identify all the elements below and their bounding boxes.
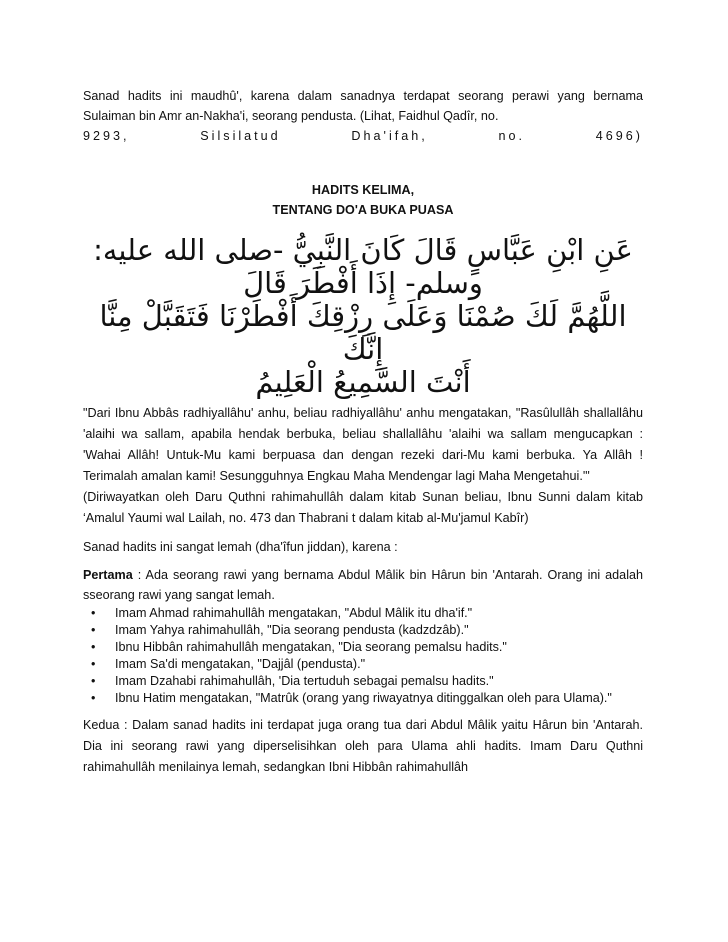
intro-reference-line: 9293, Silsilatud Dha'ifah, no. 4696): [83, 129, 643, 143]
intro-paragraph: Sanad hadits ini maudhû', karena dalam sanadnya terdapat seorang perawi yang bernama Sulaiman bin Amr an-Nakha'i, seorang pendusta. (Lihat, Faidhul Qadîr, no.: [83, 89, 643, 123]
list-item: • Imam Dzahabi rahimahullâh, 'Dia tertuduh sebagai pemalsu hadits.": [91, 674, 494, 688]
list-item: • Imam Yahya rahimahullâh, "Dia seorang pendusta (kadzdzâb).": [91, 623, 469, 637]
arabic-line-3: اللَّهُمَّ لَكَ صُمْنَا وَعَلَى رِزْقِكَ أَفْطَرْنَا فَتَقَبَّلْ مِنَّا إِنَّكَ: [99, 299, 627, 366]
list-item: • Ibnu Hatim mengatakan, "Matrûk (orang yang riwayatnya ditinggalkan oleh para Ulama).": [91, 691, 612, 705]
arabic-hadith-text: [83, 234, 643, 399]
bullet-icon: •: [91, 606, 96, 620]
bullet-icon: •: [91, 674, 96, 688]
scholar-opinions-list: [83, 605, 643, 707]
bullet-icon: •: [91, 657, 96, 671]
translation-paragraph: [83, 403, 643, 487]
translation-text: "Dari Ibnu Abbâs radhiyallâhu' anhu, beliau radhiyallâhu' anhu mengatakan, "Rasûlullâh shallallâhu 'alaihi wa sallam, apabila hendak berbuka, beliau shallallâhu 'alaihi wa sallam mengucapkan : 'Wahai Allâh! Untuk-Mu kami berpuasa dan dengan rezeki dari-Mu kami berbuka. Ya Allâh ! Terimalah amalan kami! Sesungguhnya Engkau Maha Mendengar lagi Maha Mengetahui.'": [83, 406, 643, 483]
heading-line-1: HADITS KELIMA,: [311, 183, 415, 197]
source-citation: (Diriwayatkan oleh Daru Quthni rahimahullâh dalam kitab Sunan beliau, Ibnu Sunni dalam kitab ‘Amalul Yaumi wal Lailah, no. 473 dan Thabrani t dalam kitab al-Mu'jamul Kabîr): [83, 490, 643, 525]
arabic-line-1: عَنِ ابْنِ عَبَّاسٍ قَالَ كَانَ النَّبِيُّ -صلى الله عليه:: [93, 233, 633, 267]
first-reason-paragraph: [83, 565, 643, 605]
section-heading: [83, 180, 643, 220]
bullet-icon: •: [91, 691, 96, 705]
bullet-icon: •: [91, 640, 96, 654]
document-page: [83, 86, 643, 778]
bullet-icon: •: [91, 623, 96, 637]
list-item: • Ibnu Hibbân rahimahullâh mengatakan, "Dia seorang pemalsu hadits.": [91, 640, 507, 654]
heading-line-2: TENTANG DO'A BUKA PUASA: [272, 203, 454, 217]
arabic-line-2: وسلم- إِذَا أَفْطَرَ قَالَ: [243, 266, 483, 300]
first-reason-label: Pertama: [83, 568, 133, 582]
list-item: • Imam Ahmad rahimahullâh mengatakan, "Abdul Mâlik itu dha'if.": [91, 606, 473, 620]
second-reason-paragraph: Kedua : Dalam sanad hadits ini terdapat juga orang tua dari Abdul Mâlik yaitu Hârun bin 'Antarah. Dia ini seorang rawi yang diperselisihkan oleh para Ulama ahli hadits. Imam Daru Quthni rahimahullâh menilainya lemah, sedangkan Ibni Hibbân rahimahullâh: [83, 718, 643, 774]
weak-statement: Sanad hadits ini sangat lemah (dha'îfun jiddan), karena :: [83, 540, 398, 554]
first-reason-text: : Ada seorang rawi yang bernama Abdul Mâlik bin Hârun bin 'Antarah. Orang ini adalah sseorang rawi yang sangat lemah.: [83, 568, 643, 602]
list-item: • Imam Sa'di mengatakan, "Dajjâl (pendusta).": [91, 657, 366, 671]
arabic-line-4: أَنْتَ السَّمِيعُ الْعَلِيمُ: [255, 365, 471, 399]
